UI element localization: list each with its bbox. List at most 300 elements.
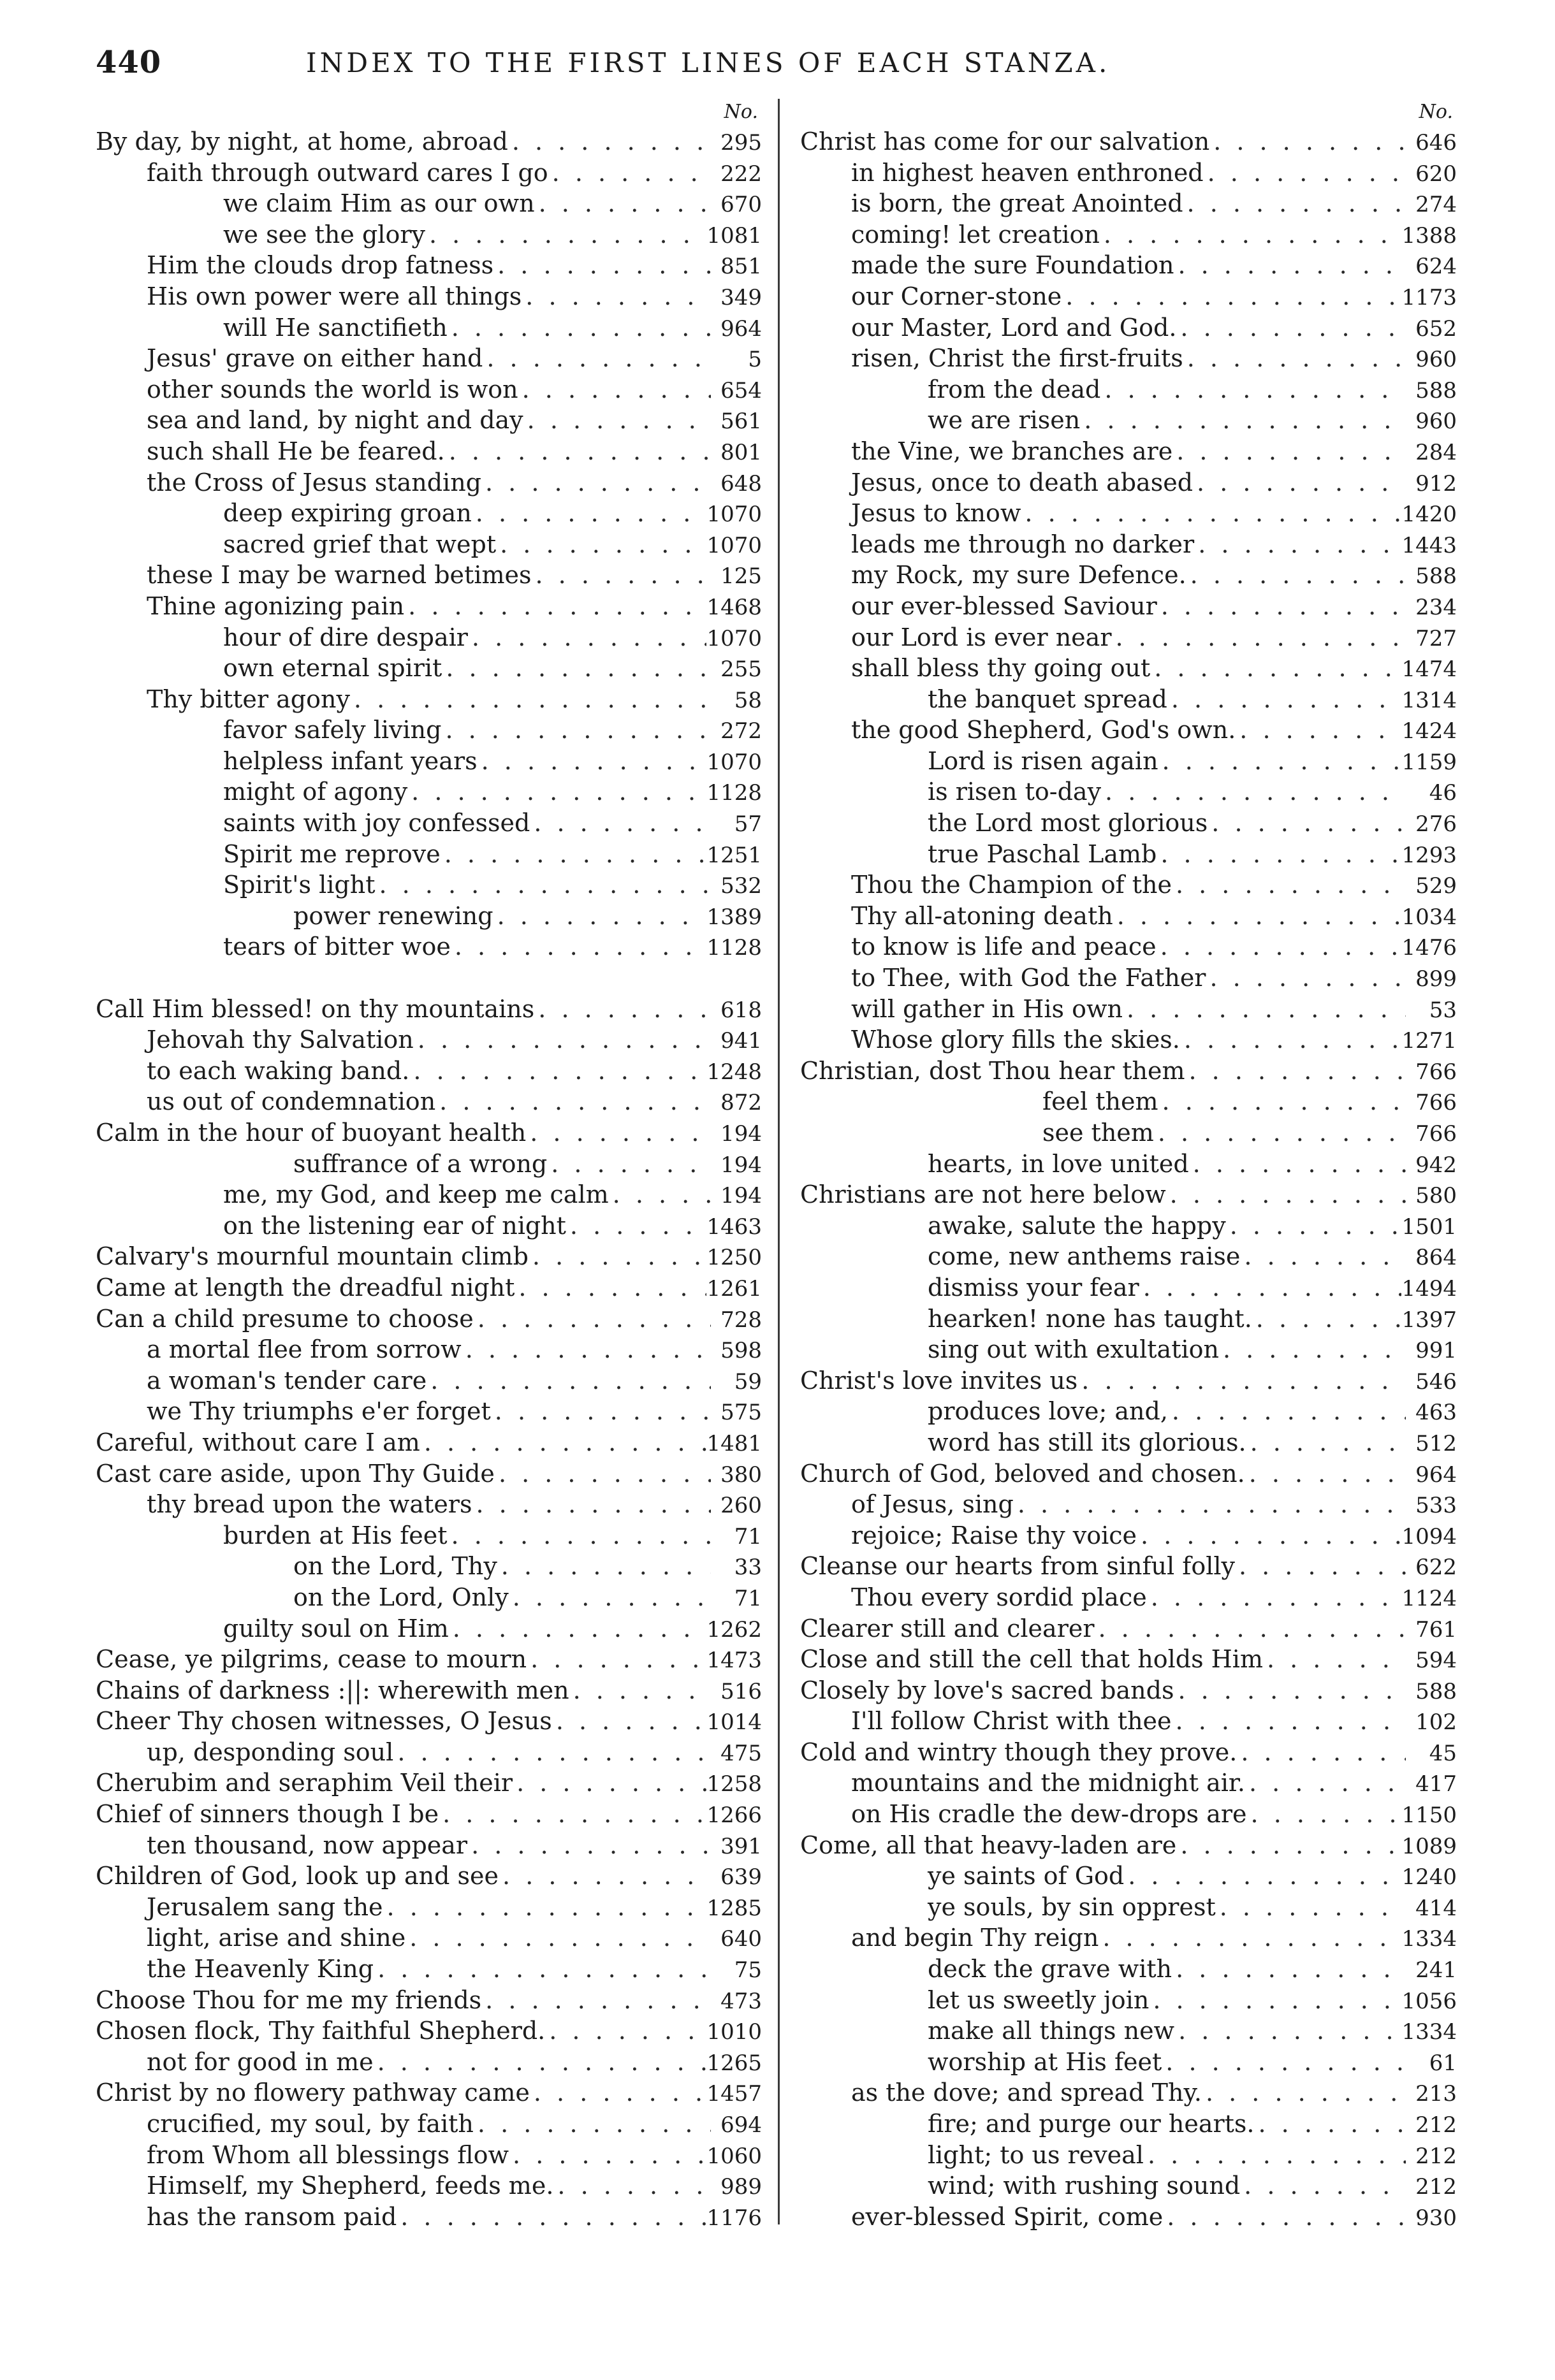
dot-leader [451,1520,711,1551]
first-line-text: feel them [1042,1087,1158,1116]
hymn-number: 102 [1415,1709,1457,1736]
first-line-text: sea and land, by night and day [147,406,523,435]
index-entry [800,1830,1457,1861]
hymn-number: 1070 [706,625,762,651]
right-entries [800,126,1457,2232]
hymn-number: 546 [1415,1368,1457,1395]
hymn-number: 213 [1415,2081,1457,2107]
dot-leader [400,2202,706,2232]
first-line-text: of Jesus, sing [851,1490,1014,1519]
index-entry [96,2140,762,2171]
index-entry [96,591,762,622]
dot-leader [497,901,707,931]
first-line-text: has the ransom paid [147,2202,397,2231]
hymn-number: 1476 [1401,935,1457,961]
dot-leader [1178,1675,1406,1706]
dot-leader [534,2077,707,2108]
dot-leader [1244,2170,1406,2201]
dot-leader [1211,808,1406,838]
dot-leader [1143,1272,1402,1303]
hymn-number: 942 [1415,1152,1457,1178]
first-line-text: we see the glory [223,220,425,249]
dot-leader [485,1985,711,2015]
hymn-number: 1388 [1401,222,1457,249]
first-line-text: sing out with exultation [928,1335,1219,1364]
first-line-text: the Heavenly King [147,1955,374,1984]
first-line-text: Close and still the cell that holds Him [800,1645,1263,1674]
first-line-text: Closely by love's sacred bands [800,1676,1174,1704]
first-line-text: we Thy triumphs e'er forget [147,1397,491,1426]
hymn-number: 1271 [1401,1028,1457,1054]
dot-leader [1160,839,1401,869]
dot-leader [418,1024,711,1055]
dot-leader [536,560,712,590]
first-line-text: our Corner-stone [851,282,1062,310]
dot-leader [1153,1985,1401,2015]
first-line-text: Jerusalem sang the [147,1892,383,1921]
hymn-number: 33 [734,1555,762,1581]
index-entry [800,1954,1457,1985]
first-line-text: made the sure Foundation [851,251,1174,280]
hymn-number: 1314 [1401,687,1457,713]
hymn-number: 71 [734,1523,762,1549]
hymn-number: 930 [1415,2205,1457,2231]
index-entry [800,2108,1457,2140]
index-entry [96,1954,762,1985]
first-line-text: Himself, my Shepherd, feeds me. [147,2172,554,2200]
dot-leader [557,2170,711,2201]
dot-leader [446,653,711,683]
first-line-text: us out of condemnation [147,1087,436,1116]
index-entry [96,343,762,374]
hymn-number: 588 [1415,377,1457,403]
hymn-number: 588 [1415,563,1457,590]
index-entry [96,1767,762,1799]
first-line-text: hearken! none has taught. [928,1304,1252,1333]
first-line-text: Chief of sinners though I be [96,1800,439,1829]
first-line-text: our Master, Lord and God. [851,313,1177,342]
dot-leader [549,2015,706,2046]
index-entry [800,1056,1457,1087]
index-entry [800,1613,1457,1644]
dot-leader [518,1272,706,1303]
hymn-number: 1285 [706,1895,762,1921]
dot-leader [1180,312,1406,343]
first-line-text: will He sanctifieth [223,313,448,342]
hymn-number: 1248 [706,1059,762,1085]
dot-leader [1084,405,1406,435]
hymn-number: 391 [720,1833,762,1859]
hymn-number: 1463 [706,1214,762,1240]
dot-leader [397,1737,711,1767]
hymn-number: 1424 [1401,718,1457,744]
index-entry [800,2015,1457,2047]
dot-leader [516,1767,706,1798]
index-entry [800,1241,1457,1272]
hymn-number: 654 [720,377,762,403]
first-line-text: favor safely living [223,716,442,744]
index-entry [96,405,762,436]
dot-leader [501,1551,711,1581]
hymn-number: 1258 [706,1771,762,1797]
dot-leader [1170,1179,1406,1210]
dot-leader [1162,746,1402,776]
index-entry [96,1272,762,1303]
dot-leader [1213,126,1406,157]
index-entry [800,281,1457,312]
first-line-text: produces love; and, [928,1397,1168,1426]
index-entry [96,1861,762,1892]
first-line-text: in highest heaven enthroned [851,158,1204,187]
hymn-number: 1389 [706,904,762,930]
dot-leader [455,931,707,962]
first-line-text: Can a child presume to choose [96,1304,474,1333]
index-entry [96,808,762,839]
index-entry [800,1644,1457,1675]
index-entry [96,1582,762,1613]
index-entry [96,1149,762,1180]
hymn-number: 59 [734,1368,762,1395]
index-entry [800,1861,1457,1892]
index-entry [96,1737,762,1768]
index-entry [96,312,762,344]
first-line-text: on the Lord, Thy [293,1552,497,1581]
hymn-number: 1250 [706,1245,762,1271]
index-entry [800,1396,1457,1427]
number-column-label: No. [724,101,758,123]
first-line-text: ye souls, by sin opprest [928,1892,1216,1921]
dot-leader [512,126,711,157]
first-line-text: worship at His feet [928,2047,1162,2076]
first-line-text: light, arise and shine [147,1924,406,1952]
hymn-number: 670 [720,192,762,218]
first-line-text: deck the grave with [928,1955,1172,1984]
dot-leader [429,219,707,250]
hymn-number: 648 [720,470,762,497]
dot-leader [472,622,707,653]
column-divider [778,99,780,2224]
hymn-number: 295 [720,130,762,156]
index-entry [800,529,1457,560]
first-line-text: to each waking band. [147,1056,410,1085]
index-entry [96,529,762,560]
first-line-text: Cheer Thy chosen witnesses, O Jesus [96,1707,552,1736]
index-entry [800,312,1457,344]
hymn-number: 588 [1415,1678,1457,1704]
index-entry [800,250,1457,281]
first-line-text: suffrance of a wrong [293,1149,548,1178]
index-entry [96,1520,762,1551]
index-entry [800,2202,1457,2233]
hymn-number: 274 [1415,192,1457,218]
first-line-text: wind; with rushing sound [928,2172,1241,2200]
first-line-text: Christ has come for our salvation [800,127,1210,156]
hymn-number: 622 [1415,1555,1457,1581]
index-entry [800,2170,1457,2202]
index-entry [96,250,762,281]
index-entry [800,931,1457,962]
dot-leader [1206,2077,1406,2108]
hymn-number: 5 [748,347,762,373]
first-line-text: crucified, my soul, by faith [147,2110,474,2138]
hymn-number: 1262 [706,1616,762,1643]
dot-leader [442,1799,706,1829]
hymn-number: 801 [720,439,762,465]
dot-leader [1025,498,1401,528]
index-entry [96,436,762,467]
first-line-text: not for good in me [147,2047,374,2076]
hymn-number: 255 [720,657,762,683]
dot-leader [409,1922,711,1953]
hymn-number: 1481 [706,1430,762,1456]
index-entry [800,1179,1457,1210]
dot-leader [1148,2140,1406,2170]
index-entry [800,560,1457,591]
index-entry [800,1117,1457,1149]
right-index-column [800,101,1457,2232]
first-line-text: Thou every sordid place [851,1583,1147,1611]
index-entry [96,1892,762,1923]
hymn-number: 241 [1415,1957,1457,1984]
index-entry [800,1922,1457,1954]
dot-leader [534,808,711,838]
hymn-number: 766 [1415,1121,1457,1147]
index-entry [96,1985,762,2016]
first-line-text: light; to us reveal [928,2140,1144,2169]
dot-leader [1176,869,1406,900]
dot-leader [451,312,711,343]
hymn-number: 53 [1429,997,1457,1023]
hymn-number: 71 [734,1585,762,1611]
hymn-number: 1173 [1401,284,1457,310]
hymn-number: 1501 [1401,1214,1457,1240]
dot-leader [1018,1489,1406,1520]
first-line-text: rejoice; Raise thy voice [851,1521,1137,1549]
hymn-number: 1251 [706,842,762,868]
dot-leader [408,591,706,621]
index-entry [800,715,1457,746]
hymn-number: 766 [1415,1090,1457,1116]
dot-leader [1151,1582,1402,1613]
hymn-number: 532 [720,873,762,899]
hymn-number: 1494 [1401,1275,1457,1302]
first-line-text: Cleanse our hearts from sinful folly [800,1552,1235,1581]
hymn-number: 516 [720,1678,762,1704]
hymn-number: 1124 [1401,1585,1457,1611]
dot-leader [1117,901,1402,931]
dot-leader [478,1303,711,1334]
first-line-text: Christ by no flowery pathway came [96,2079,530,2107]
index-entry [800,1210,1457,1242]
hymn-number: 380 [720,1462,762,1488]
dot-leader [476,1489,711,1520]
index-entry [96,2015,762,2047]
first-line-text: from Whom all blessings flow [147,2140,509,2169]
dot-leader [1190,560,1406,590]
first-line-text: Children of God, look up and see [96,1862,499,1890]
index-entry [96,2047,762,2078]
dot-leader [551,1149,711,1179]
first-line-text: deep expiring groan [223,499,472,528]
first-line-text: hearts, in love united [928,1149,1189,1178]
index-entry [800,1272,1457,1303]
first-line-text: Thou the Champion of the [851,871,1172,899]
dot-leader [556,1706,707,1736]
index-entry [800,126,1457,157]
hymn-number: 61 [1429,2050,1457,2076]
hymn-number: 960 [1415,347,1457,373]
index-entry [96,1117,762,1149]
hymn-number: 580 [1415,1183,1457,1209]
hymn-number: 964 [720,316,762,342]
index-entry [96,1551,762,1582]
dot-leader [1239,1551,1406,1581]
index-entry [96,931,762,962]
dot-leader [1065,281,1401,312]
dot-leader [481,746,707,776]
hymn-number: 45 [1429,1740,1457,1766]
index-entry [96,560,762,591]
first-line-text: coming! let creation [851,220,1100,249]
dot-leader [573,1675,711,1706]
index-entry [96,1830,762,1861]
dot-leader [552,157,711,188]
dot-leader [1165,2047,1406,2077]
index-entry [96,126,762,157]
dot-leader [1244,1241,1406,1272]
first-line-text: awake, salute the happy [928,1211,1226,1240]
dot-leader [354,684,711,715]
first-line-text: we are risen [928,406,1081,435]
index-entry [96,1056,762,1087]
hymn-number: 991 [1415,1338,1457,1364]
first-line-text: Came at length the dreadful night [96,1273,515,1302]
hymn-number: 1240 [1401,1864,1457,1890]
index-entry [800,684,1457,715]
dot-leader [1193,1149,1406,1179]
index-entry [800,994,1457,1025]
first-line-text: on His cradle the dew-drops are [851,1800,1247,1829]
hymn-number: 1128 [706,780,762,806]
index-entry [96,2108,762,2140]
first-line-text: Cherubim and seraphim Veil their [96,1769,513,1797]
first-line-text: Spirit me reprove [223,839,441,868]
index-entry [800,839,1457,870]
index-entry [96,622,762,653]
first-line-text: word has still its glorious. [928,1428,1246,1456]
dot-leader [1178,2015,1401,2046]
hymn-number: 125 [720,563,762,590]
index-entry [96,1303,762,1335]
index-entry [800,2140,1457,2171]
dot-leader [1171,684,1402,715]
index-entry [800,622,1457,653]
hymn-number: 652 [1415,316,1457,342]
index-entry [800,1706,1457,1737]
hymn-number: 349 [720,284,762,310]
hymn-number: 1070 [706,502,762,528]
first-line-text: Thy all-atoning death [851,901,1113,930]
hymn-number: 222 [720,161,762,187]
index-entry [96,839,762,870]
dot-leader [539,188,711,219]
first-line-text: Whose glory fills the skies. [851,1026,1180,1054]
hymn-number: 1397 [1401,1307,1457,1333]
hymn-number: 260 [720,1493,762,1519]
dot-leader [1184,1024,1402,1055]
dot-leader [1250,1427,1406,1458]
index-entry [800,1892,1457,1923]
first-line-text: His own power were all things [147,282,522,310]
hymn-number: 989 [720,2174,762,2200]
dot-leader [485,467,711,498]
left-index-column [96,101,762,2232]
hymn-number: 598 [720,1338,762,1364]
first-line-text: Christian, dost Thou hear them [800,1056,1185,1085]
first-line-text: ten thousand, now appear [147,1831,468,1859]
dot-leader [1105,776,1406,807]
dot-leader [1081,1365,1406,1396]
index-entry [800,1489,1457,1520]
index-entry [96,1024,762,1056]
hymn-number: 1010 [706,2019,762,2045]
index-entry [800,1303,1457,1335]
first-line-text: faith through outward cares I go [147,158,548,187]
hymn-number: 1265 [706,2050,762,2076]
first-line-text: our ever-blessed Saviour [851,591,1157,620]
first-line-text: as the dove; and spread Thy. [851,2079,1202,2107]
dot-leader [377,1954,711,1984]
hymn-number: 194 [720,1183,762,1209]
first-line-text: Thy bitter agony [147,685,350,713]
first-line-text: will gather in His own [851,994,1123,1023]
hymn-number: 761 [1415,1616,1457,1643]
first-line-text: helpless infant years [223,746,478,775]
index-entry [800,869,1457,901]
index-entry [96,1334,762,1365]
index-entry [800,1985,1457,2016]
hymn-number: 899 [1415,966,1457,992]
first-line-text: Jesus to know [851,499,1021,528]
first-line-text: on the Lord, Only [293,1583,509,1611]
first-line-text: our Lord is ever near [851,623,1112,651]
index-entry [800,653,1457,684]
dot-leader [1162,1086,1406,1117]
dot-leader [478,2108,711,2139]
index-entry [96,2077,762,2108]
first-line-text: make all things new [928,2017,1175,2045]
first-line-text: such shall He be feared. [147,437,445,465]
first-line-text: up, desponding soul [147,1738,394,1766]
index-entry [96,1427,762,1458]
first-line-text: is risen to-day [928,778,1102,806]
first-line-text: Cold and wintry though they prove. [800,1738,1237,1766]
first-line-text: Call Him blessed! on thy mountains [96,994,535,1023]
left-entries [96,126,762,2232]
index-entry [800,1427,1457,1458]
index-entry [800,1737,1457,1768]
index-entry [800,1149,1457,1180]
dot-leader [444,839,707,869]
hymn-number: 272 [720,718,762,744]
hymn-number: 561 [720,409,762,435]
index-entry [96,746,762,777]
hymn-number: 575 [720,1400,762,1426]
hymn-number: 512 [1415,1430,1457,1456]
index-entry [96,374,762,405]
dot-leader [1154,653,1401,683]
first-line-text: Christ's love invites us [800,1366,1078,1395]
